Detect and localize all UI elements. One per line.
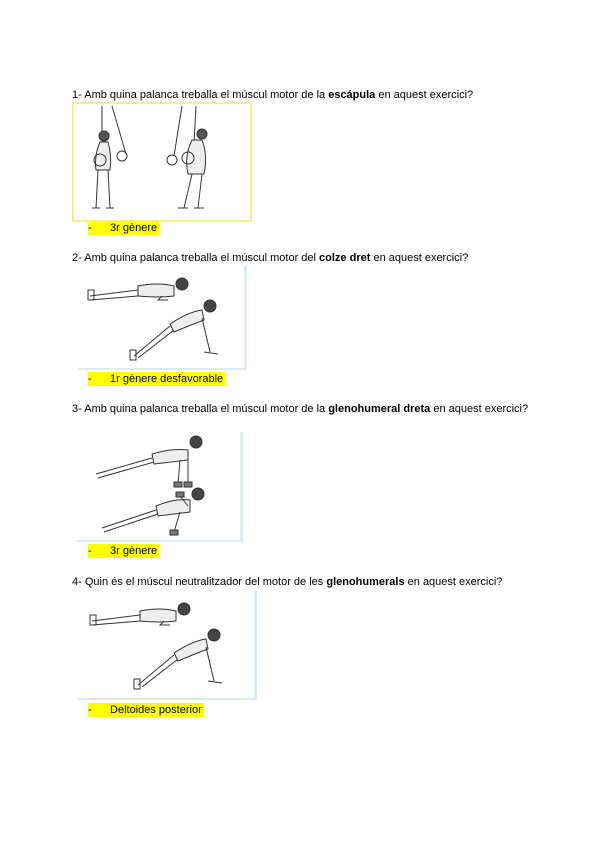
answer-1-text: 3r gènere: [110, 222, 158, 234]
question-2-text: 2- Amb quina palanca treballa el múscul motor del: [72, 252, 320, 264]
question-3-bold: glenohumeral dreta: [328, 403, 431, 415]
question-1-image: [72, 102, 252, 222]
answer-4-text: Deltoides posterior: [110, 704, 202, 716]
question-3-image: [76, 432, 243, 542]
answer-4-dash: -: [88, 704, 92, 716]
question-2-text-end: en aquest exercici?: [370, 252, 469, 264]
answer-1-dash: -: [88, 222, 92, 234]
answer-4: [88, 703, 204, 717]
answer-3-text: 3r gènere: [110, 545, 158, 557]
question-2-image: [78, 266, 247, 370]
question-2-bold: colze dret: [319, 252, 371, 264]
question-1-bold: escápula: [328, 89, 376, 101]
answer-3-dash: -: [88, 545, 92, 557]
question-1-text-end: en aquest exercici?: [375, 89, 474, 101]
answer-3: [88, 544, 159, 558]
answer-2: [88, 372, 225, 386]
answer-2-text: 1r gènere desfavorable: [110, 373, 224, 385]
question-1: [72, 88, 532, 103]
question-3-text-end: en aquest exercici?: [430, 403, 529, 415]
answer-1: [88, 221, 159, 235]
question-4-text-end: en aquest exercici?: [404, 576, 503, 588]
question-3-text: 3- Amb quina palanca treballa el múscul motor de la: [72, 403, 329, 415]
answer-2-dash: -: [88, 373, 92, 385]
question-4-bold: glenohumerals: [326, 576, 405, 588]
question-2: [72, 251, 532, 266]
question-4: [72, 575, 532, 590]
question-4-image: [78, 591, 257, 700]
question-1-text: 1- Amb quina palanca treballa el múscul motor de la: [72, 89, 329, 101]
question-4-text: 4- Quin és el múscul neutralitzador del motor de les: [72, 576, 327, 588]
question-3: [72, 402, 532, 417]
